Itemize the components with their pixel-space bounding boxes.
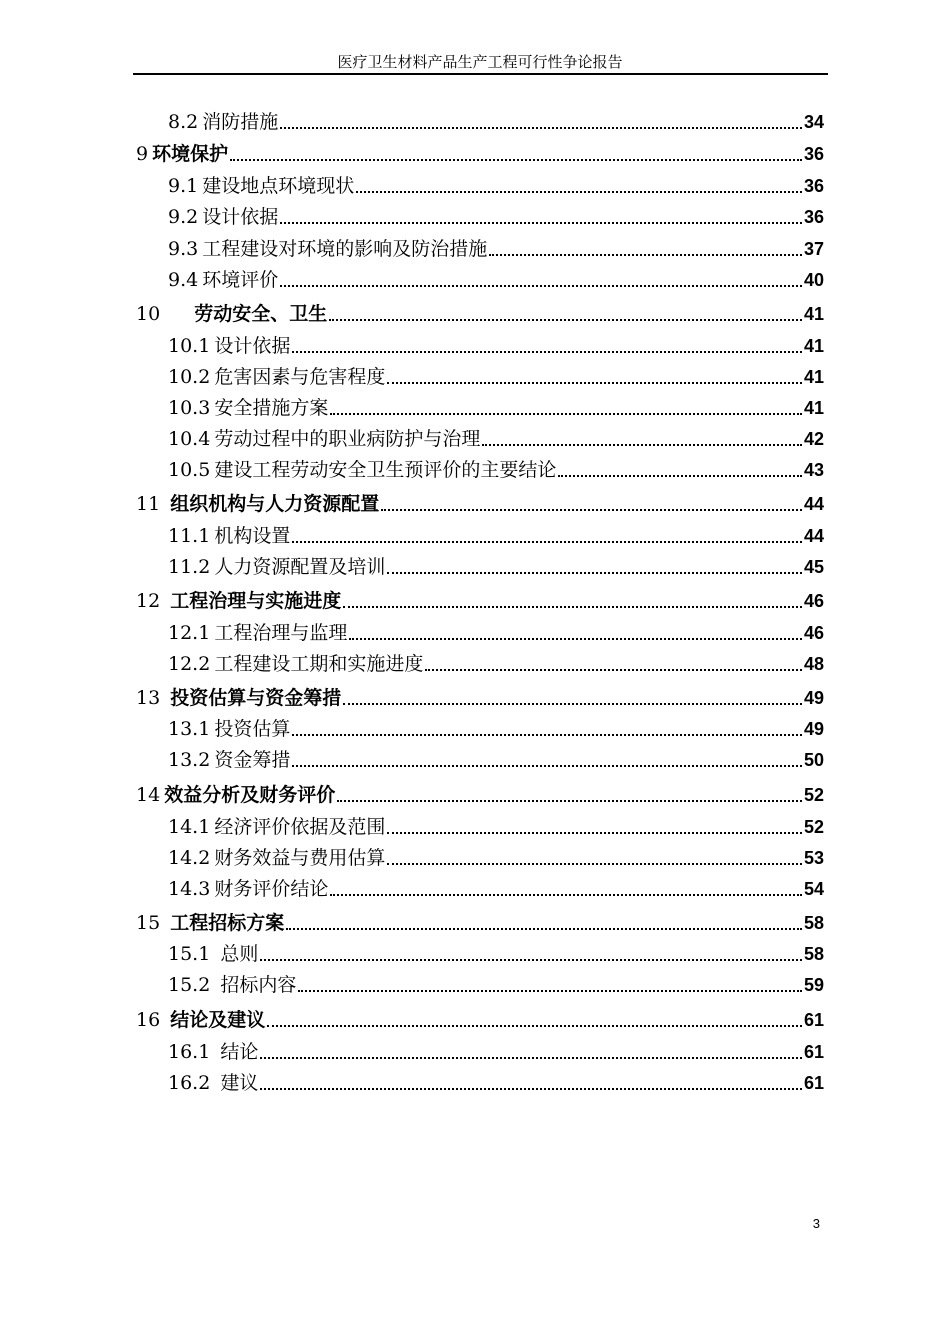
toc-dot-leader	[260, 1057, 802, 1059]
toc-entry-number: 9	[136, 143, 149, 165]
toc-entry-text: 效益分析及财务评价	[164, 784, 336, 806]
toc-dot-leader	[230, 159, 802, 161]
toc-dot-leader	[349, 638, 802, 640]
toc-entry-page: 52	[803, 817, 824, 837]
toc-section-entry[interactable]	[168, 938, 824, 966]
toc-section-entry[interactable]	[168, 713, 824, 741]
toc-entry-page: 49	[803, 719, 824, 739]
toc-entry-number: 13.2	[168, 749, 211, 771]
toc-entry-number: 12.1	[168, 622, 211, 644]
toc-entry-text: 机构设置	[214, 525, 291, 547]
toc-dot-leader	[343, 703, 802, 705]
toc-section-entry[interactable]	[168, 233, 824, 261]
toc-section-entry[interactable]	[168, 520, 824, 548]
toc-entry-number: 13	[136, 687, 161, 709]
toc-dot-leader	[387, 863, 802, 865]
toc-dot-leader	[387, 572, 802, 574]
toc-section-entry[interactable]	[168, 969, 824, 997]
toc-entry-text: 工程建设对环境的影响及防治措施	[202, 238, 488, 260]
toc-section-entry[interactable]	[168, 1036, 824, 1064]
toc-entry-title	[168, 973, 296, 997]
toc-entry-page: 36	[803, 176, 824, 196]
toc-dot-leader	[387, 832, 802, 834]
toc-entry-text: 招标内容	[220, 974, 297, 996]
toc-entry-title	[168, 717, 290, 741]
toc-entry-text: 工程建设工期和实施进度	[214, 653, 424, 675]
toc-entry-page: 49	[803, 688, 824, 708]
toc-dot-leader	[356, 191, 802, 193]
toc-entry-page: 61	[803, 1010, 824, 1030]
toc-entry-number: 14.2	[168, 847, 211, 869]
toc-entry-text: 工程招标方案	[170, 912, 285, 934]
toc-dot-leader	[260, 959, 802, 961]
toc-chapter-entry[interactable]	[136, 779, 824, 807]
toc-entry-number: 9.2	[168, 206, 199, 228]
toc-entry-title	[136, 911, 284, 935]
toc-entry-number: 11.1	[168, 525, 211, 547]
toc-entry-text: 投资估算	[214, 718, 291, 740]
toc-dot-leader	[260, 1088, 802, 1090]
toc-entry-text: 投资估算与资金筹措	[170, 687, 342, 709]
toc-dot-leader	[292, 765, 802, 767]
toc-dot-leader	[329, 319, 802, 321]
page-number: 3	[812, 1216, 820, 1231]
toc-entry-title	[168, 458, 556, 482]
toc-entry-title	[136, 142, 228, 166]
toc-section-entry[interactable]	[168, 454, 824, 482]
toc-entry-number: 15	[136, 912, 161, 934]
toc-entry-title	[136, 686, 341, 710]
toc-entry-title	[136, 783, 335, 807]
toc-dot-leader	[330, 413, 802, 415]
toc-entry-number: 16.2	[168, 1072, 211, 1094]
toc-entry-text: 工程治理与实施进度	[170, 590, 342, 612]
toc-entry-page: 61	[803, 1042, 824, 1062]
toc-entry-number: 11	[136, 493, 161, 515]
toc-entry-page: 42	[803, 429, 824, 449]
toc-dot-leader	[425, 669, 802, 671]
toc-entry-number: 9.4	[168, 269, 199, 291]
toc-entry-text: 环境保护	[152, 143, 229, 165]
toc-entry-page: 53	[803, 848, 824, 868]
toc-dot-leader	[381, 509, 802, 511]
toc-entry-text: 设计依据	[214, 335, 291, 357]
toc-entry-page: 58	[803, 944, 824, 964]
toc-entry-number: 14.3	[168, 878, 211, 900]
toc-entry-page: 36	[803, 207, 824, 227]
toc-section-entry[interactable]	[168, 873, 824, 901]
toc-section-entry[interactable]	[168, 392, 824, 420]
toc-entry-number: 16.1	[168, 1041, 211, 1063]
toc-entry-page: 54	[803, 879, 824, 899]
toc-dot-leader	[286, 928, 802, 930]
toc-entry-number: 12	[136, 590, 161, 612]
toc-entry-page: 59	[803, 975, 824, 995]
toc-entry-title	[168, 334, 290, 358]
toc-entry-title	[168, 205, 278, 229]
toc-entry-text: 建设工程劳动安全卫生预评价的主要结论	[214, 459, 557, 481]
toc-entry-page: 46	[803, 623, 824, 643]
toc-entry-page: 52	[803, 785, 824, 805]
toc-entry-title	[168, 396, 328, 420]
toc-section-entry[interactable]	[168, 648, 824, 676]
toc-entry-number: 9.1	[168, 175, 199, 197]
toc-entry-title	[136, 302, 327, 326]
toc-entry-page: 44	[803, 526, 824, 546]
toc-entry-title	[136, 589, 341, 613]
toc-entry-text: 结论及建议	[170, 1009, 266, 1031]
toc-entry-text: 建设地点环境现状	[202, 175, 355, 197]
toc-entry-title	[168, 815, 385, 839]
toc-entry-number: 15.1	[168, 943, 211, 965]
toc-entry-number: 14	[136, 784, 161, 806]
toc-entry-text: 建议	[220, 1072, 259, 1094]
toc-dot-leader	[343, 606, 802, 608]
toc-section-entry[interactable]	[168, 423, 824, 451]
toc-entry-number: 10	[136, 303, 161, 325]
toc-dot-leader	[280, 285, 802, 287]
toc-entry-title	[168, 524, 290, 548]
toc-entry-number: 12.2	[168, 653, 211, 675]
toc-entry-page: 58	[803, 913, 824, 933]
toc-entry-page: 44	[803, 494, 824, 514]
toc-entry-title	[168, 268, 278, 292]
toc-entry-page: 40	[803, 270, 824, 290]
toc-entry-text: 财务评价结论	[214, 878, 329, 900]
toc-entry-number: 13.1	[168, 718, 211, 740]
toc-dot-leader	[267, 1025, 802, 1027]
toc-dot-leader	[387, 382, 802, 384]
toc-entry-title	[168, 427, 480, 451]
toc-entry-page: 61	[803, 1073, 824, 1093]
toc-entry-text: 劳动过程中的职业病防护与治理	[214, 428, 481, 450]
toc-entry-text: 资金筹措	[214, 749, 291, 771]
toc-entry-page: 45	[803, 557, 824, 577]
toc-dot-leader	[292, 351, 802, 353]
toc-entry-title	[168, 237, 487, 261]
toc-entry-page: 46	[803, 591, 824, 611]
toc-entry-title	[136, 1008, 265, 1032]
page-header-title: 医疗卫生材料产品生产工程可行性争论报告	[337, 53, 623, 71]
toc-entry-text: 工程治理与监理	[214, 622, 348, 644]
toc-dot-leader	[337, 800, 802, 802]
toc-section-entry[interactable]	[168, 551, 824, 579]
toc-entry-page: 36	[803, 144, 824, 164]
toc-entry-title	[168, 621, 347, 645]
toc-entry-page: 34	[803, 112, 824, 132]
toc-section-entry[interactable]	[168, 617, 824, 645]
toc-section-entry[interactable]	[168, 264, 824, 292]
toc-entry-title	[168, 1040, 258, 1064]
toc-chapter-entry[interactable]	[136, 298, 824, 326]
toc-section-entry[interactable]	[168, 330, 824, 358]
toc-dot-leader	[482, 444, 802, 446]
toc-dot-leader	[280, 222, 802, 224]
toc-entry-number: 11.2	[168, 556, 211, 578]
toc-dot-leader	[330, 894, 802, 896]
toc-dot-leader	[280, 127, 802, 129]
toc-chapter-entry[interactable]	[136, 138, 824, 166]
toc-entry-text: 经济评价依据及范围	[214, 816, 386, 838]
toc-dot-leader	[298, 990, 802, 992]
toc-entry-page: 37	[803, 239, 824, 259]
toc-chapter-entry[interactable]	[136, 907, 824, 935]
toc-entry-page: 50	[803, 750, 824, 770]
toc-section-entry[interactable]	[168, 1067, 824, 1095]
toc-entry-title	[168, 942, 258, 966]
toc-entry-number: 10.4	[168, 428, 211, 450]
toc-section-entry[interactable]	[168, 201, 824, 229]
toc-entry-text: 人力资源配置及培训	[214, 556, 386, 578]
toc-entry-number: 14.1	[168, 816, 211, 838]
toc-entry-text: 消防措施	[202, 111, 279, 133]
toc-entry-title	[168, 877, 328, 901]
toc-entry-title	[168, 846, 385, 870]
toc-section-entry[interactable]	[168, 842, 824, 870]
toc-entry-text: 安全措施方案	[214, 397, 329, 419]
toc-section-entry[interactable]	[168, 106, 824, 134]
toc-chapter-entry[interactable]	[136, 585, 824, 613]
toc-dot-leader	[292, 734, 802, 736]
toc-entry-number: 15.2	[168, 974, 211, 996]
toc-entry-title	[168, 110, 278, 134]
toc-entry-text: 危害因素与危害程度	[214, 366, 386, 388]
toc-entry-text: 环境评价	[202, 269, 279, 291]
toc-dot-leader	[489, 254, 802, 256]
toc-entry-text: 设计依据	[202, 206, 279, 228]
toc-entry-title	[168, 1071, 258, 1095]
toc-section-entry[interactable]	[168, 170, 824, 198]
toc-entry-title	[168, 748, 290, 772]
toc-chapter-entry[interactable]	[136, 682, 824, 710]
toc-chapter-entry[interactable]	[136, 488, 824, 516]
toc-dot-leader	[558, 475, 802, 477]
toc-entry-number: 16	[136, 1009, 161, 1031]
toc-entry-page: 41	[803, 336, 824, 356]
toc-entry-text: 劳动安全、卫生	[194, 303, 328, 325]
toc-section-entry[interactable]	[168, 744, 824, 772]
toc-entry-number: 10.3	[168, 397, 211, 419]
toc-entry-number: 10.2	[168, 366, 211, 388]
toc-entry-page: 41	[803, 367, 824, 387]
toc-entry-title	[168, 652, 423, 676]
toc-entry-number: 8.2	[168, 111, 199, 133]
toc-section-entry[interactable]	[168, 361, 824, 389]
toc-dot-leader	[292, 541, 802, 543]
toc-entry-page: 41	[803, 398, 824, 418]
toc-entry-page: 43	[803, 460, 824, 480]
toc-entry-page: 41	[803, 304, 824, 324]
toc-entry-title	[168, 365, 385, 389]
toc-section-entry[interactable]	[168, 811, 824, 839]
toc-entry-text: 总则	[220, 943, 259, 965]
toc-entry-text: 组织机构与人力资源配置	[170, 493, 380, 515]
toc-entry-page: 48	[803, 654, 824, 674]
toc-chapter-entry[interactable]	[136, 1004, 824, 1032]
toc-entry-number: 10.5	[168, 459, 211, 481]
toc-entry-title	[136, 492, 379, 516]
toc-entry-text: 财务效益与费用估算	[214, 847, 386, 869]
toc-entry-number: 10.1	[168, 335, 211, 357]
toc-entry-title	[168, 555, 385, 579]
toc-entry-text: 结论	[220, 1041, 259, 1063]
toc-entry-number: 9.3	[168, 238, 199, 260]
toc-entry-title	[168, 174, 354, 198]
